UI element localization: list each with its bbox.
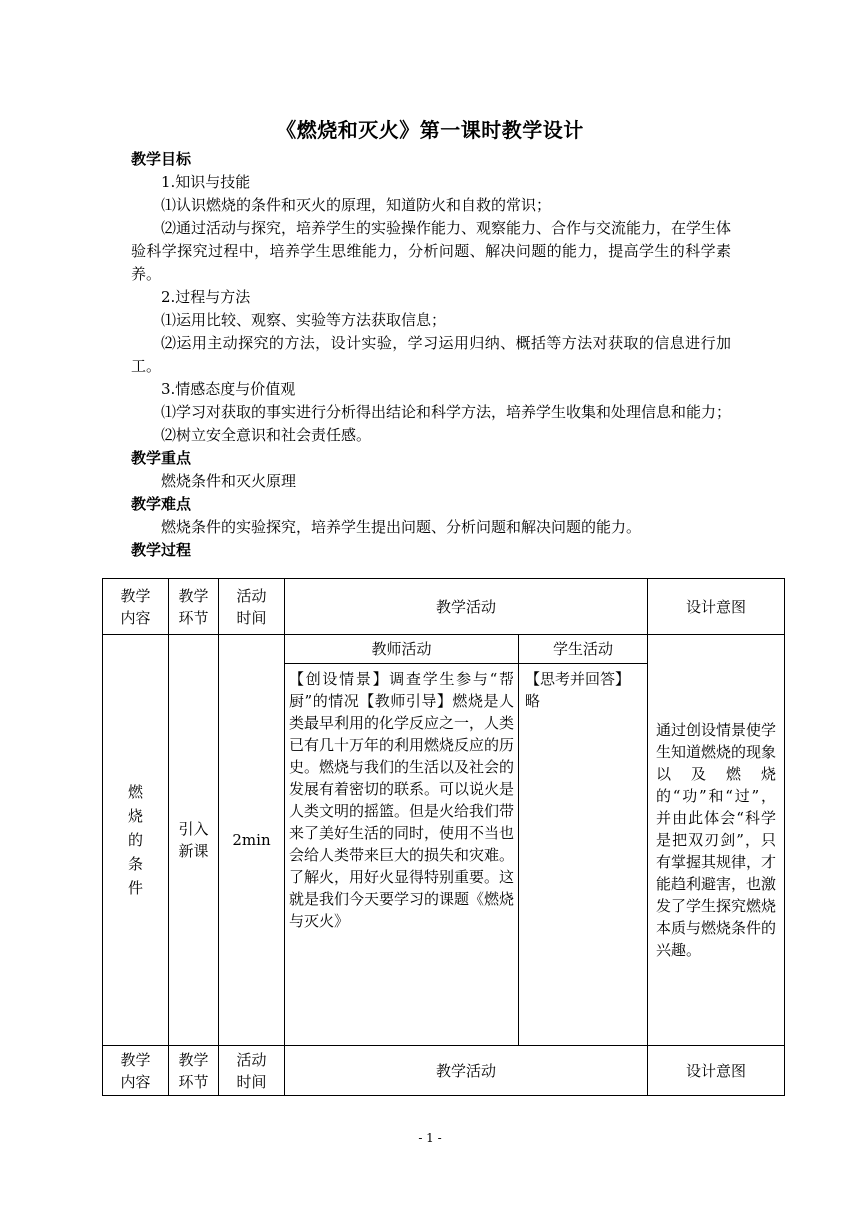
table-header-row — [103, 579, 785, 635]
header-stage: 教学环节 — [169, 1046, 219, 1096]
page-number: - 1 - — [418, 1131, 442, 1145]
row-stage-cell — [169, 635, 219, 1046]
goal-item: ⑵树立安全意识和社会责任感。 — [161, 426, 372, 444]
row-content: 燃烧的条件 — [128, 783, 144, 897]
table-subheader-row — [103, 635, 785, 664]
header-content: 教学内容 — [103, 1046, 169, 1096]
goal-item: 3.情感态度与价值观 — [161, 380, 296, 398]
header-activity: 教学活动 — [285, 579, 648, 635]
goal-item: ⑵通过活动与探究，培养学生的实验操作能力、观察能力、合作与交流能力，在学生体验科学探究过程中，培养学生思维能力，分析问题、解决问题的能力，提高学生的科学素养。 — [131, 219, 732, 283]
row-content-cell — [103, 635, 169, 1046]
header-time: 活动时间 — [219, 579, 285, 635]
row-stage: 引入新课 — [178, 820, 209, 860]
header-time: 活动时间 — [219, 1046, 285, 1096]
subheader-teacher: 教师活动 — [285, 635, 519, 664]
document-title: 《燃烧和灭火》第一课时教学设计 — [276, 118, 584, 142]
row-intent: 通过创设情景使学生知道燃烧的现象以及燃烧的“功”和“过”，并由此体会“科学是把双刃剑”，只有掌握其规律，才能趋利避害，也激发了学生探究燃烧本质与燃烧条件的兴趣。 — [648, 635, 785, 1046]
subheader-student: 学生活动 — [519, 635, 648, 664]
goal-item: ⑴学习对获取的事实进行分析得出结论和科学方法，培养学生收集和处理信息和能力； — [161, 403, 732, 421]
row-student-activity: 【思考并回答】略 — [519, 664, 648, 1046]
goal-item: ⑴运用比较、观察、实验等方法获取信息； — [161, 311, 447, 329]
teaching-process-table — [102, 578, 785, 1096]
document-body — [131, 148, 731, 562]
goal-item: ⑴认识燃烧的条件和灭火的原理，知道防火和自救的常识； — [161, 196, 552, 214]
header-stage: 教学环节 — [169, 579, 219, 635]
goal-item: 1.知识与技能 — [161, 173, 251, 191]
difficulty-text: 燃烧条件的实验探究，培养学生提出问题、分析问题和解决问题的能力。 — [161, 518, 642, 536]
row-teacher-activity: 【创设情景】调查学生参与“帮厨”的情况【教师引导】燃烧是人类最早利用的化学反应之一，人类已有几十万年的利用燃烧反应的历史。燃烧与我们的生活以及社会的发展有着密切的联系。可以说火是人类文明的摇篮。但是火给我们带来了美好生活的同时，使用不当也会给人类带来巨大的损失和灾难。了解火，用好火显得特别重要。这就是我们今天要学习的课题《燃烧与灭火》 — [285, 664, 519, 1046]
header-content: 教学内容 — [103, 579, 169, 635]
header-intent: 设计意图 — [648, 579, 785, 635]
goal-item: 2.过程与方法 — [161, 288, 251, 306]
key-point-text: 燃烧条件和灭火原理 — [161, 472, 297, 490]
goals-heading: 教学目标 — [131, 150, 192, 168]
table-header-row-repeat — [103, 1046, 785, 1096]
key-point-heading: 教学重点 — [131, 449, 192, 467]
process-heading: 教学过程 — [131, 541, 192, 559]
header-activity: 教学活动 — [285, 1046, 648, 1096]
goal-item: ⑵运用主动探究的方法，设计实验，学习运用归纳、概括等方法对获取的信息进行加工。 — [131, 334, 731, 375]
difficulty-heading: 教学难点 — [131, 495, 192, 513]
row-time: 2min — [219, 635, 285, 1046]
header-intent: 设计意图 — [648, 1046, 785, 1096]
